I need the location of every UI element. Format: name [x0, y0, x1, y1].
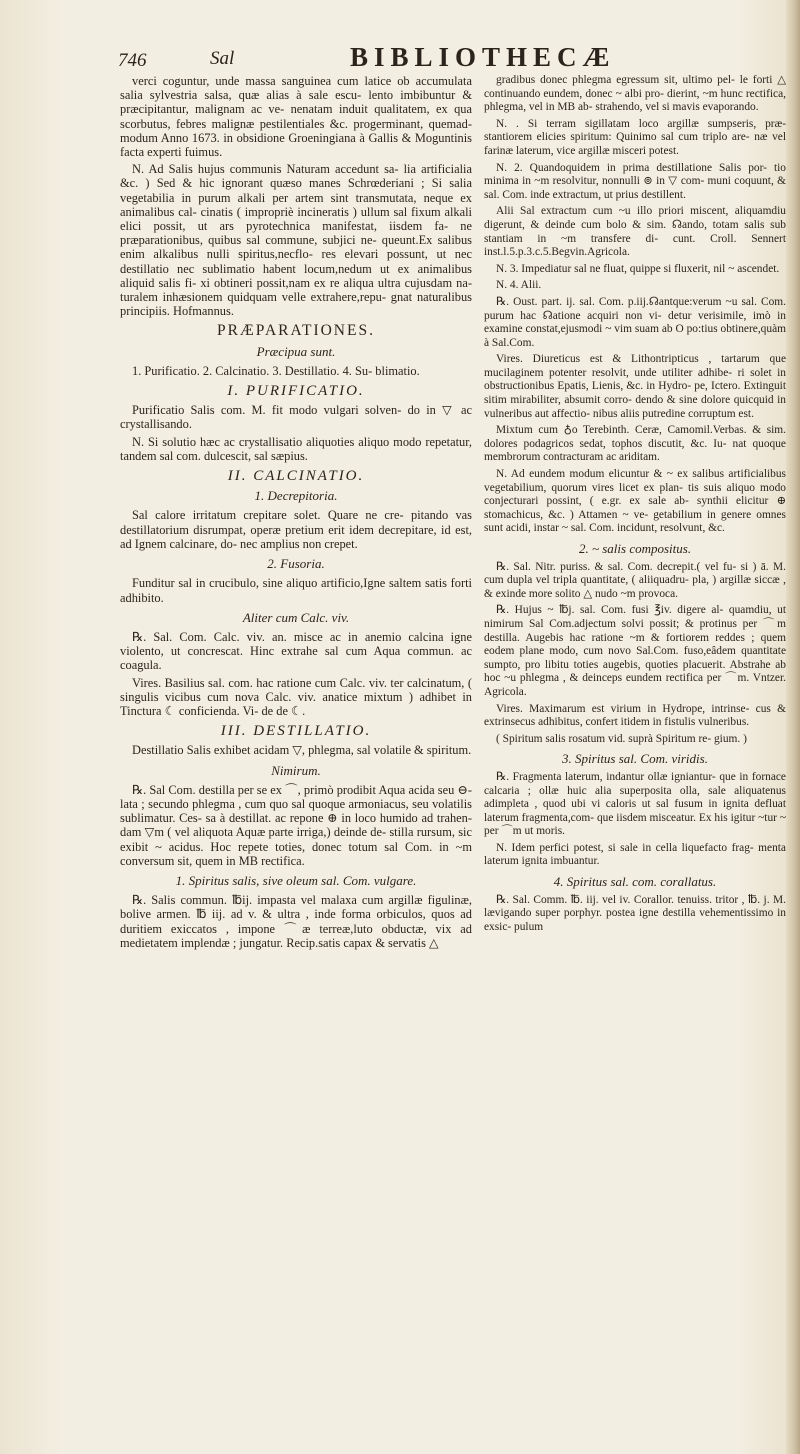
text-paragraph: ℞. Hujus ~ ℔j. sal. Com. fusi ℥iv. digere al- quamdiu, ut nimirum Sal Com.adjectum solvi possit; & protinus per ⌒m destilla. Augebis hac ratione ~m & fortiorem reddes ; quem eodem plane modo, cum novo Sal.Com. fuso,eâdem quantitate sumpto, pro libitu toties augebis, quoties placuerit. Abstrahe ab hoc ~u phlegma , & deinceps eundem rectifica per ⌒m. Vntzer. Agricola.	[484, 604, 786, 698]
text-paragraph: ℞. Sal. Com. Calc. viv. an. misce ac in anemio calcina igne violento, ut concrescat. Hinc extrahe sal cum Aqua commun. ac coagula.	[120, 629, 472, 673]
section-heading: 2. Fusoria.	[267, 556, 325, 572]
section-heading: 2. ~ salis compositus.	[578, 541, 692, 556]
text-paragraph: Vires. Diureticus est & Lithontripticus , tartarum que mucilaginem potenter resolvit, unde utiliter adhibe- ri solet in obstructionibus Epatis, Lienis, &c. in Hydro- pe, Ictero. Extinguit sitim mirabiliter, absumit corro- dendo & sine dolore quicquid in vulneribus aut affectio- nibus aliis putredine corruptum est.	[484, 353, 786, 420]
text-paragraph: ℞. Fragmenta laterum, indantur ollæ igniantur- que in fornace calcaria ; ollæ huic alia superposita olla, sale aliquatenus adimpleta , quod ubi vi caloris ut sal fusum in ignita defluat laterum fragmenta,com- que iisdem misceatur. Ex his igitur ~tur ~ per ⌒m ut moris.	[484, 770, 786, 838]
text-paragraph: ℞. Sal. Comm. ℔. iij. vel iv. Corallor. tenuiss. tritor , ℔. j. M. lævigando super porphyr. postea igne destilla vehementissimo in exsic- pulum	[484, 893, 786, 933]
right-column	[484, 74, 786, 937]
text-paragraph: ( Spiritum salis rosatum vid. suprà Spiritum re- gium. )	[496, 732, 747, 745]
section-heading: 1. Decrepitoria.	[254, 488, 338, 504]
text-paragraph: N. 4. Alii.	[496, 279, 542, 292]
left-column	[120, 74, 472, 953]
text-paragraph: Destillatio Salis exhibet acidam ▽, phlegma, sal volatile & spiritum.	[132, 743, 472, 758]
text-paragraph: Funditur sal in crucibulo, sine aliquo artificio,Igne saltem satis forti adhibito.	[120, 576, 472, 605]
section-heading: 3. Spiritus sal. Com. viridis.	[562, 751, 708, 767]
section-heading: PRÆPARATIONES.	[217, 322, 375, 340]
section-heading: Præcipua sunt.	[256, 343, 336, 359]
running-head-keyword: Sal	[210, 48, 235, 69]
text-paragraph: gradibus donec phlegma egressum sit, ultimo pel- le forti △ continuando eundem, donec ~ albi pro- dierint, ~m hunc rectifica, phlegma, vel in MB ab- strahendo, vel si mavis evaporando.	[484, 74, 786, 114]
text-paragraph: ℞. Sal Com. destilla per se ex ⌒, primò prodibit Aqua acida seu ⊖-lata ; secundo phlegma , cum quo sal quoque armoniacus, seu volatilis sublimatur. Ces- sa à destillat. ac repone ⊕ in loco humido ad trahen- dam ▽m ( vel aliquota Aquæ parte irriga,) deinde de- stilla rursum, sic exibit ~ acidus. Hoc repete toties, donec totum sal Com. in ~m conversum sit, quem in MB rectifica.	[120, 782, 472, 868]
text-paragraph: verci coguntur, unde massa sanguinea cum latice ob accumulata salia sylvestria salsa, quæ alias à sale escu- lento imbibuntur & præcipitantur, malignam ac ve- nenatam induit qualitatem, ex qua scorbutus, febres malignæ pestilentiales &c. progerminant, quemad- modum Anno 1673. in obsidione Groeningiana à Gallis & Moguntinis facta experti fuimus.	[120, 74, 472, 160]
text-paragraph: N. Ad Salis hujus communis Naturam accedunt sa- lia artificialia &c. ) Sed & hic ignorant quæso manes Schrœderiani ; Si salia vegetabilia in purum alkali per artem sint transmutata, neque ex animalibus cal- cinatis ( impropriè incineratis ) ullum sal fixum alkali elici possit, ut ars pyrotechnica manifestat, iisdem fa- ne præparationibus, quibus sal commune, subjici ne- queunt.Ex salibus enim alkalibus nulli spiritus,necflo- res elevari possunt, ut nec destillatio nec sublimatio habent locum,nedum ut ex animalibus aliquid salis fi- xi obtineri possit,nam ex re aliqua ultra cujusdam na- turalem inhæsionem quidquam velle extrahere,repu- gnat naturalibus principiis. Hofmannus.	[120, 162, 472, 319]
text-paragraph: Vires. Maximarum est virium in Hydrope, intrinse- cus & extrinsecus adhibitus, confert itidem in fistulis vulneribus.	[484, 702, 786, 729]
text-paragraph: N. 2. Quandoquidem in prima destillatione Salis por- tio minima in ~m resolvitur, nonnulli ⊚ in ▽ com- muni coquunt, & sal. Com. inde extractum, ut prius destillent.	[484, 161, 786, 201]
text-paragraph: Mixtum cum ♁o Terebinth. Ceræ, Camomil.Verbas. & sim. dolores podagricos sedat, tophos discutit, &c. Iu- nat quoque membrorum contracturam ac ariditam.	[484, 424, 786, 464]
text-paragraph: Sal calore irritatum crepitare solet. Quare ne cre- pitando vas destillatorium disrumpat, operæ pretium erit idem decrepitare, id est, ad Ignem calcinare, do- nec amplius non crepet.	[120, 508, 472, 551]
page-title: BIBLIOTHECÆ	[350, 42, 616, 72]
section-heading: II. CALCINATIO.	[227, 468, 365, 485]
section-heading: I. PURIFICATIO.	[227, 383, 365, 400]
text-paragraph: Purificatio Salis com. M. fit modo vulgari solven- do in ▽ ac crystallisando.	[120, 403, 472, 432]
text-paragraph: N. Idem perfici potest, si sale in cella liquefacto frag- menta laterum ignita imbuantur.	[484, 841, 786, 868]
text-paragraph: N. Ad eundem modum elicuntur & ~ ex salibus artificialibus vegetabilium, quorum vires licet ex plan- tis suis aliquo modo conjecturari possint, ( e.gr. ex sale ab- synthii elicitur ⊕ stomachicus, &c. ) Attamen ~ ve- getabilium in genere omnes sunt acidi, instar ~ sal. Com. incidunt, resolvunt, &c.	[484, 468, 786, 535]
page-number: 746	[118, 50, 147, 71]
section-heading: 4. Spiritus sal. com. corallatus.	[553, 874, 717, 890]
text-paragraph: Alii Sal extractum cum ~u illo priori miscent, aliquamdiu digerunt, & deinde cum bolo & sim. ☊ando, totam salis sub stantiam in ~m transfere di- cunt. Croll. Sennert inst.l.5.p.3.c.5.Begvin.Agricola.	[484, 205, 786, 259]
text-paragraph: ℞. Oust. part. ij. sal. Com. p.iij.☊antque:verum ~u sal. Com. purum hac ☊atione acquiri non vi- detur verisimile, imò in examine constat,ejusmodi ~ vim suam ab O po:tius obtinere,quàm à Sal.Com.	[484, 295, 786, 349]
text-paragraph: ℞. Sal. Nitr. puriss. & sal. Com. decrepit.( vel fu- si ) ā. M. cum dupla vel tripla quantitate, ( aliiquadru- pla, ) argillæ siccæ , & exinde more solito △ nudo ~m provoca.	[484, 560, 786, 600]
text-paragraph: N. 3. Impediatur sal ne fluat, quippe si fluxerit, nil ~ ascendet.	[496, 262, 780, 275]
text-paragraph: N. Si solutio hæc ac crystallisatio aliquoties aliquo modo repetatur, tandem sal com. dulcescit, sal sæpius.	[120, 434, 472, 463]
text-paragraph: Vires. Basilius sal. com. hac ratione cum Calc. viv. ter calcinatum, ( singulis vicibus cum nova Calc. viv. anatice mixtum ) adhibet in Tinctura ☾ conficienda. Vi- de de ☾.	[120, 675, 472, 718]
section-heading: Aliter cum Calc. viv.	[242, 609, 350, 625]
section-heading: III. DESTILLATIO.	[220, 723, 372, 740]
section-heading: 1. Spiritus salis, sive oleum sal. Com. vulgare.	[175, 872, 417, 888]
text-paragraph: N. . Si terram sigillatam loco argillæ sumpseris, præ- stantiorem elicies spiritum: Quinimo sal cum triplo are- næ vel farinæ laterum, vice argillæ misceri potest.	[484, 117, 786, 157]
page-spine-edge	[786, 0, 800, 1454]
section-heading: Nimirum.	[271, 762, 321, 778]
running-header	[118, 42, 774, 72]
text-paragraph: 1. Purificatio. 2. Calcinatio. 3. Destillatio. 4. Su- blimatio.	[132, 363, 420, 378]
text-paragraph: ℞. Salis commun. ℔ij. impasta vel malaxa cum argillæ figulinæ, bolive armen. ℔ iij. ad v. & ultra , inde forma orbiculos, quos ad duritiem exiccatos , impone ⌒æ terreæ,luto obductæ, vix ad medietatem implendæ ; jungatur. Recip.satis capax & servatis △	[120, 893, 472, 950]
